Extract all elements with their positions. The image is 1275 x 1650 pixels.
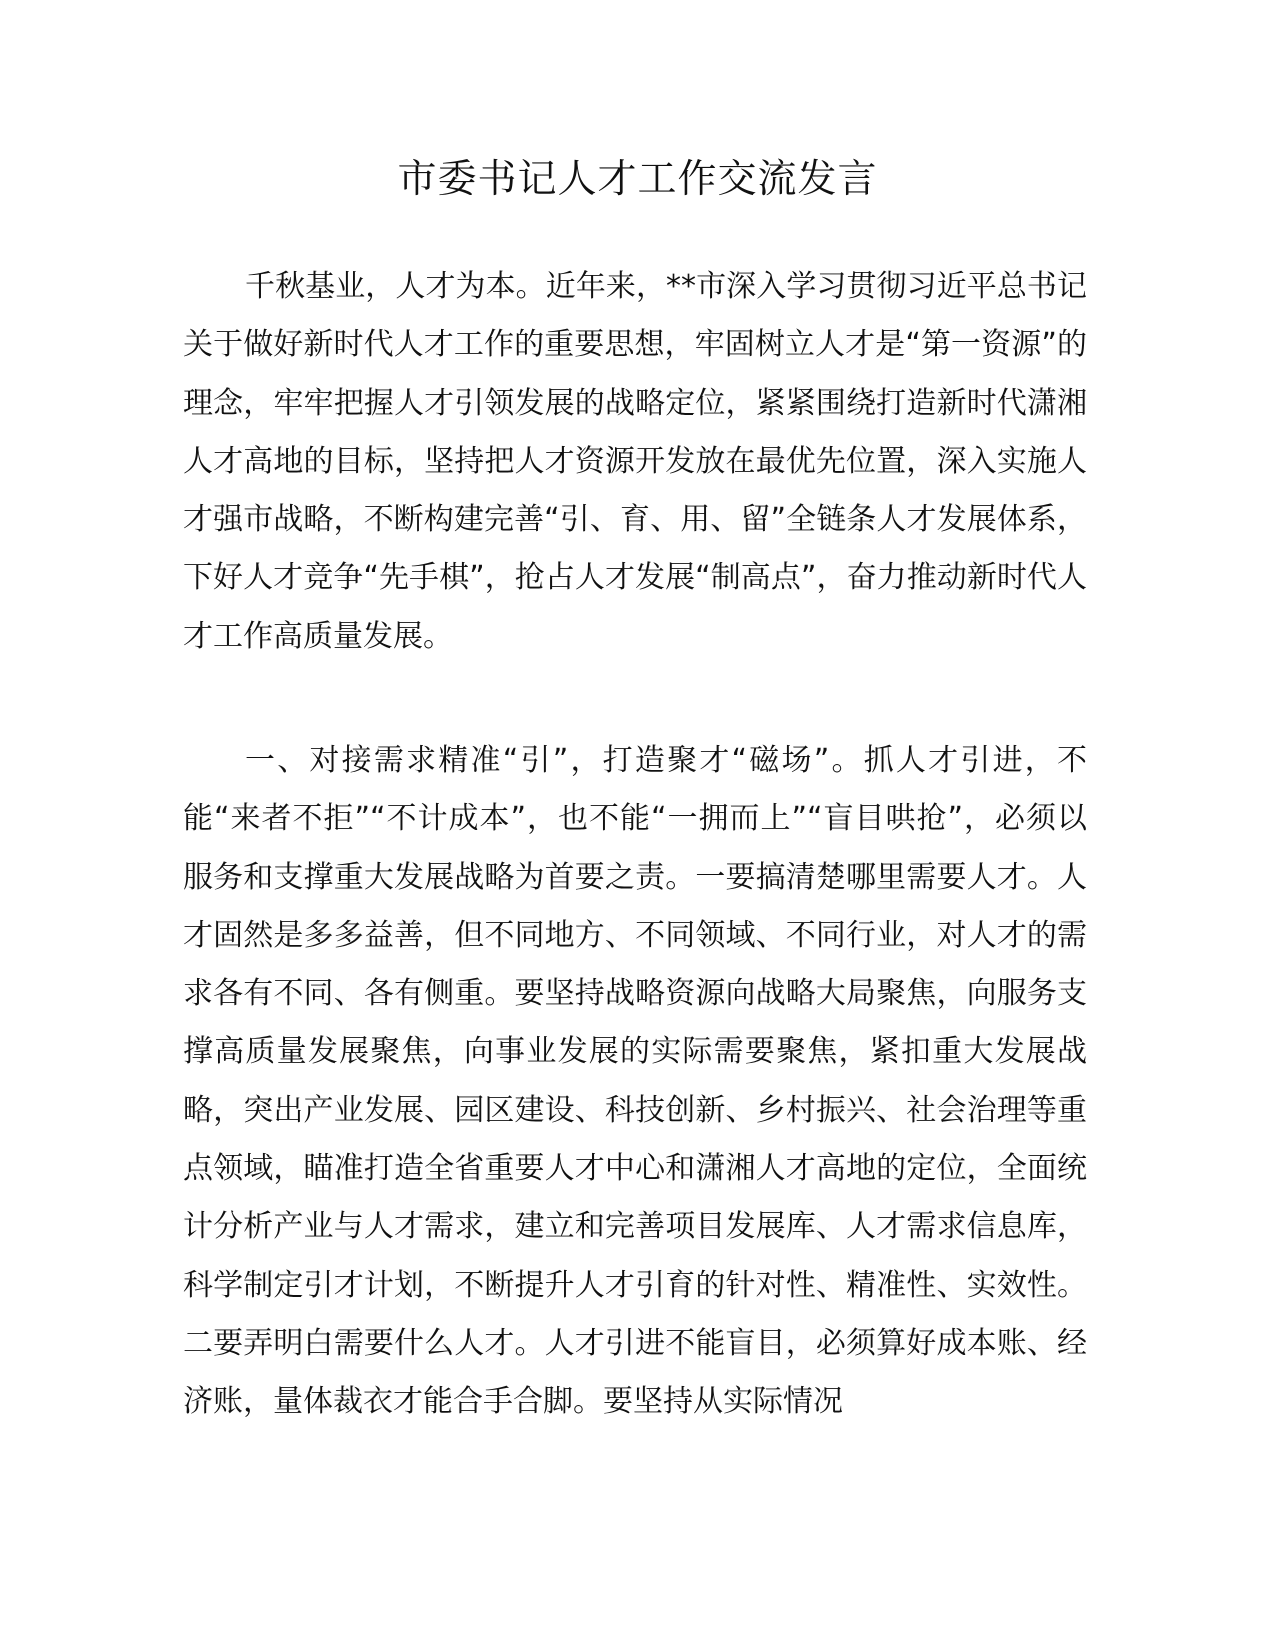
paragraph-intro: 千秋基业，人才为本。近年来，**市深入学习贯彻习近平总书记关于做好新时代人才工作的重要思想，牢固树立人才是“第一资源”的理念，牢牢把握人才引领发展的战略定位，紧紧围绕打造新时代潇湘人才高地的目标，坚持把人才资源开发放在最优先位置，深入实施人才强市战略，不断构建完善“引、育、用、留”全链条人才发展体系，下好人才竞争“先手棋”，抢占人才发展“制高点”，奋力推动新时代人才工作高质量发展。	[183, 269, 1087, 654]
paragraph-section-one: 一、对接需求精准“引”，打造聚才“磁场”。抓人才引进，不能“来者不拒”“不计成本”，也不能“一拥而上”“盲目哄抢”，必须以服务和支撑重大发展战略为首要之责。一要搞清楚哪里需要人才。人才固然是多多益善，但不同地方、不同领域、不同行业，对人才的需求各有不同、各有侧重。要坚持战略资源向战略大局聚焦，向服务支撑高质量发展聚焦，向事业发展的实际需要聚焦，紧扣重大发展战略，突出产业发展、园区建设、科技创新、乡村振兴、社会治理等重点领域，瞄准打造全省重要人才中心和潇湘人才高地的定位，全面统计分析产业与人才需求，建立和完善项目发展库、人才需求信息库，科学制定引才计划，不断提升人才引育的针对性、精准性、实效性。二要弄明白需要什么人才。人才引进不能盲目，必须算好成本账、经济账，量体裁衣才能合手合脚。要坚持从实际情况	[183, 743, 1087, 1420]
document-title: 市委书记人才工作交流发言	[397, 157, 878, 202]
